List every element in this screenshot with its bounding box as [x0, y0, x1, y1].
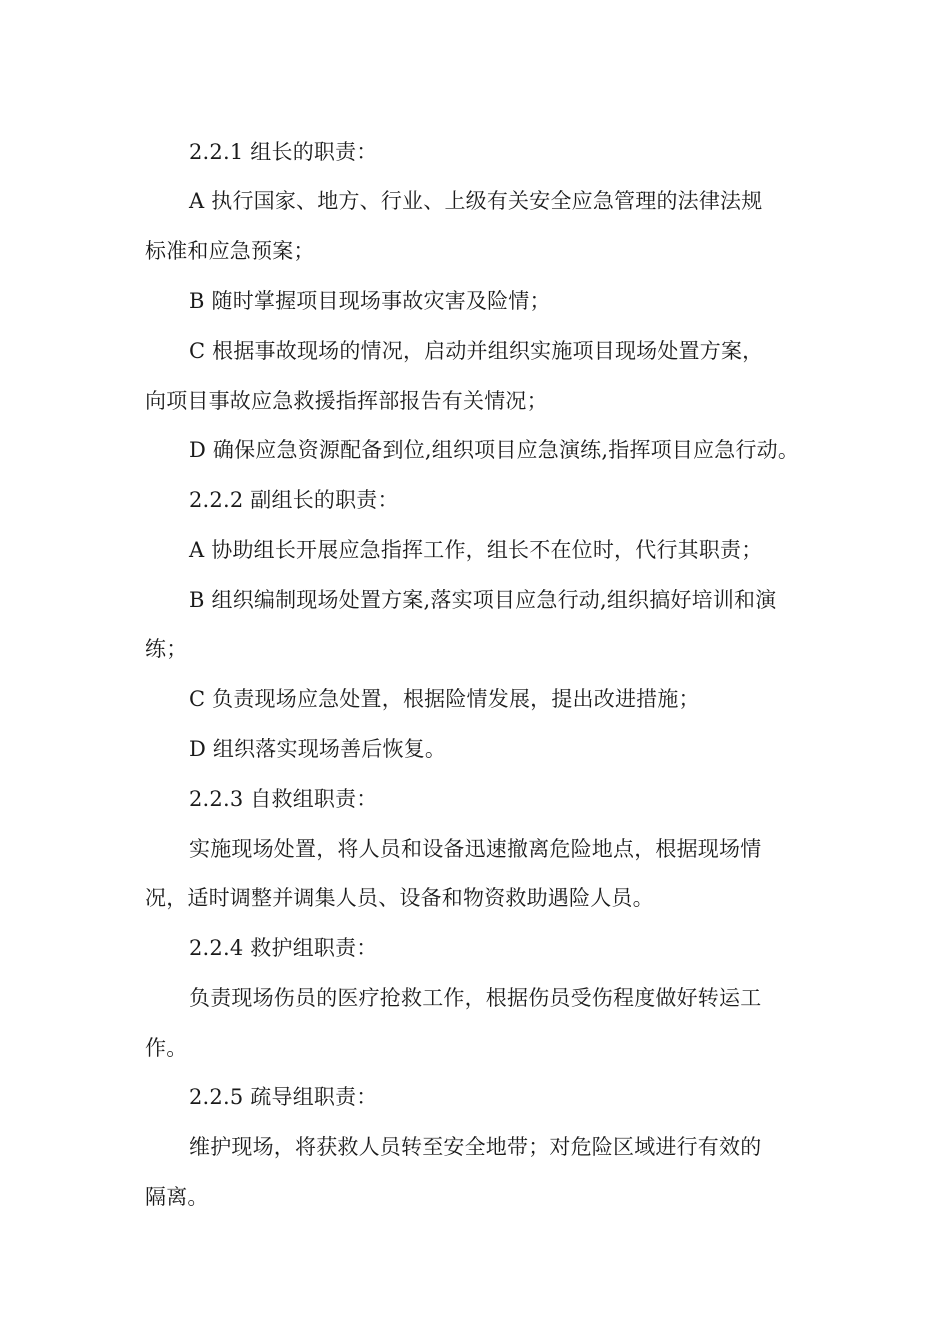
paragraph-line: C 根据事故现场的情况，启动并组织实施项目现场处置方案， [189, 339, 764, 363]
paragraph-line: 况，适时调整并调集人员、设备和物资救助遇险人员。 [145, 886, 654, 910]
paragraph-line: 负责现场伤员的医疗抢救工作，根据伤员受伤程度做好转运工 [189, 986, 762, 1010]
section-heading-2-2-1: 2.2.1 组长的职责： [189, 140, 378, 164]
paragraph-line: 向项目事故应急救援指挥部报告有关情况； [145, 389, 548, 413]
section-heading-2-2-3: 2.2.3 自救组职责： [189, 787, 378, 811]
paragraph-line: D 确保应急资源配备到位,组织项目应急演练,指挥项目应急行动。 [189, 438, 800, 462]
paragraph-line: 实施现场处置，将人员和设备迅速撤离危险地点，根据现场情 [189, 837, 762, 861]
paragraph-line: C 负责现场应急处置，根据险情发展，提出改进措施； [189, 687, 700, 711]
paragraph-line: A 协助组长开展应急指挥工作，组长不在位时，代行其职责； [189, 538, 763, 562]
paragraph-line: 练； [145, 637, 188, 661]
section-heading-2-2-4: 2.2.4 救护组职责： [189, 936, 378, 960]
paragraph-line: B 组织编制现场处置方案,落实项目应急行动,组织搞好培训和演 [189, 588, 777, 612]
paragraph-line: A 执行国家、地方、行业、上级有关安全应急管理的法律法规 [189, 189, 763, 213]
paragraph-line: D 组织落实现场善后恢复。 [189, 737, 447, 761]
paragraph-line: 作。 [145, 1036, 188, 1060]
section-heading-2-2-2: 2.2.2 副组长的职责： [189, 488, 399, 512]
paragraph-line: 隔离。 [145, 1185, 209, 1209]
paragraph-line: 标准和应急预案； [145, 239, 315, 263]
paragraph-line: 维护现场，将获救人员转至安全地带；对危险区域进行有效的 [189, 1135, 762, 1159]
paragraph-line: B 随时掌握项目现场事故灾害及险情； [189, 289, 551, 313]
section-heading-2-2-5: 2.2.5 疏导组职责： [189, 1085, 378, 1109]
